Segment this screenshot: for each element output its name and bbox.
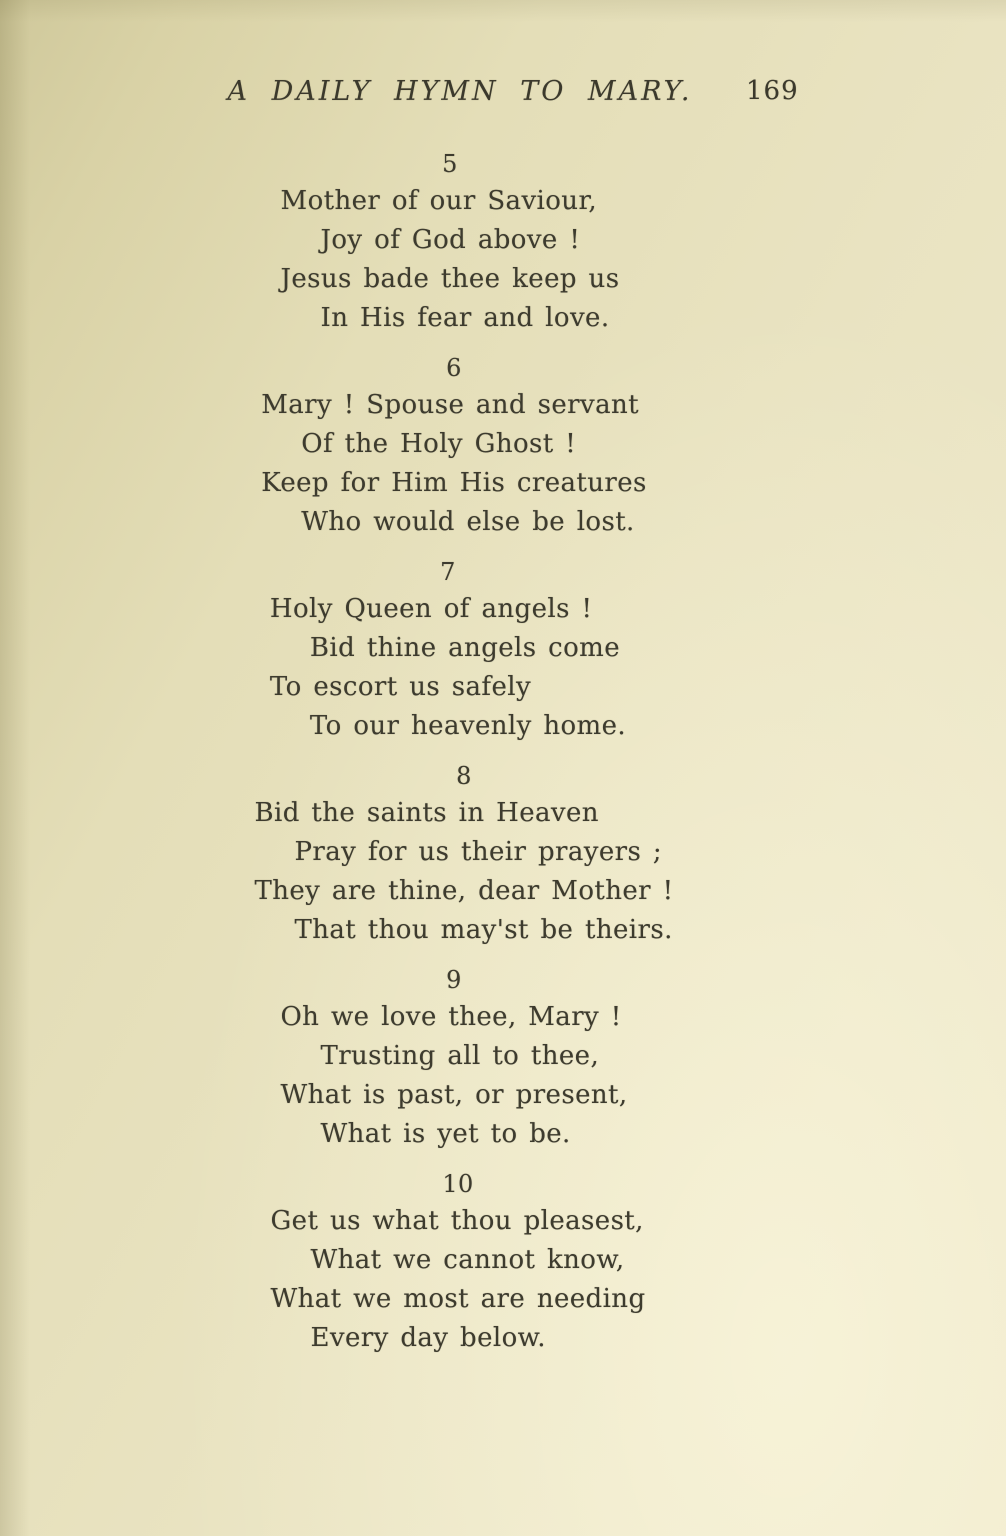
stanza-10 xyxy=(271,1166,646,1358)
verse-line: What is yet to be. xyxy=(320,1119,571,1149)
stanza-number: 9 xyxy=(446,966,462,994)
running-title: A DAILY HYMN TO MARY. xyxy=(227,76,693,107)
verse-line: Trusting all to thee, xyxy=(320,1041,600,1071)
stanza-number: 8 xyxy=(456,762,472,790)
verse-line: Oh we love thee, Mary ! xyxy=(280,1002,622,1032)
verse-line: What we most are needing xyxy=(270,1284,646,1314)
verse-line: Every day below. xyxy=(310,1323,546,1353)
verse-line: Who would else be lost. xyxy=(301,507,635,537)
verse-line: Holy Queen of angels ! xyxy=(269,594,593,624)
verse-line: Bid thine angels come xyxy=(309,633,620,663)
stanza-number: 7 xyxy=(440,558,456,586)
verse-line: Keep for Him His creatures xyxy=(261,468,647,498)
stanza-number: 10 xyxy=(442,1170,474,1198)
stanza-9 xyxy=(280,962,627,1154)
verse-line: To our heavenly home. xyxy=(309,711,627,741)
stanza-number: 6 xyxy=(446,354,462,382)
verse-line: They are thine, dear Mother ! xyxy=(254,876,674,906)
verse-line: In His fear and love. xyxy=(320,303,610,333)
verse-line: Jesus bade thee keep us xyxy=(280,264,620,294)
hymn-text xyxy=(0,146,920,1358)
stanza-number: 5 xyxy=(442,150,458,178)
page-number: 169 xyxy=(746,76,799,106)
verse-line: Mary ! Spouse and servant xyxy=(261,390,639,420)
verse-line: Get us what thou pleasest, xyxy=(270,1206,644,1236)
stanza-5 xyxy=(281,146,620,338)
verse-line: Pray for us their prayers ; xyxy=(294,837,663,867)
verse-line: To escort us safely xyxy=(269,672,532,702)
verse-line: That thou may'st be theirs. xyxy=(294,915,673,945)
stanza-8 xyxy=(255,758,674,950)
verse-line: What we cannot know, xyxy=(310,1245,625,1275)
stanza-6 xyxy=(261,350,647,542)
page-header xyxy=(0,76,920,116)
verse-line: Joy of God above ! xyxy=(320,225,581,255)
verse-line: Mother of our Saviour, xyxy=(280,186,598,216)
verse-line: Of the Holy Ghost ! xyxy=(301,429,577,459)
verse-line: What is past, or present, xyxy=(280,1080,628,1110)
verse-line: Bid the saints in Heaven xyxy=(254,798,599,828)
stanza-7 xyxy=(270,554,626,746)
